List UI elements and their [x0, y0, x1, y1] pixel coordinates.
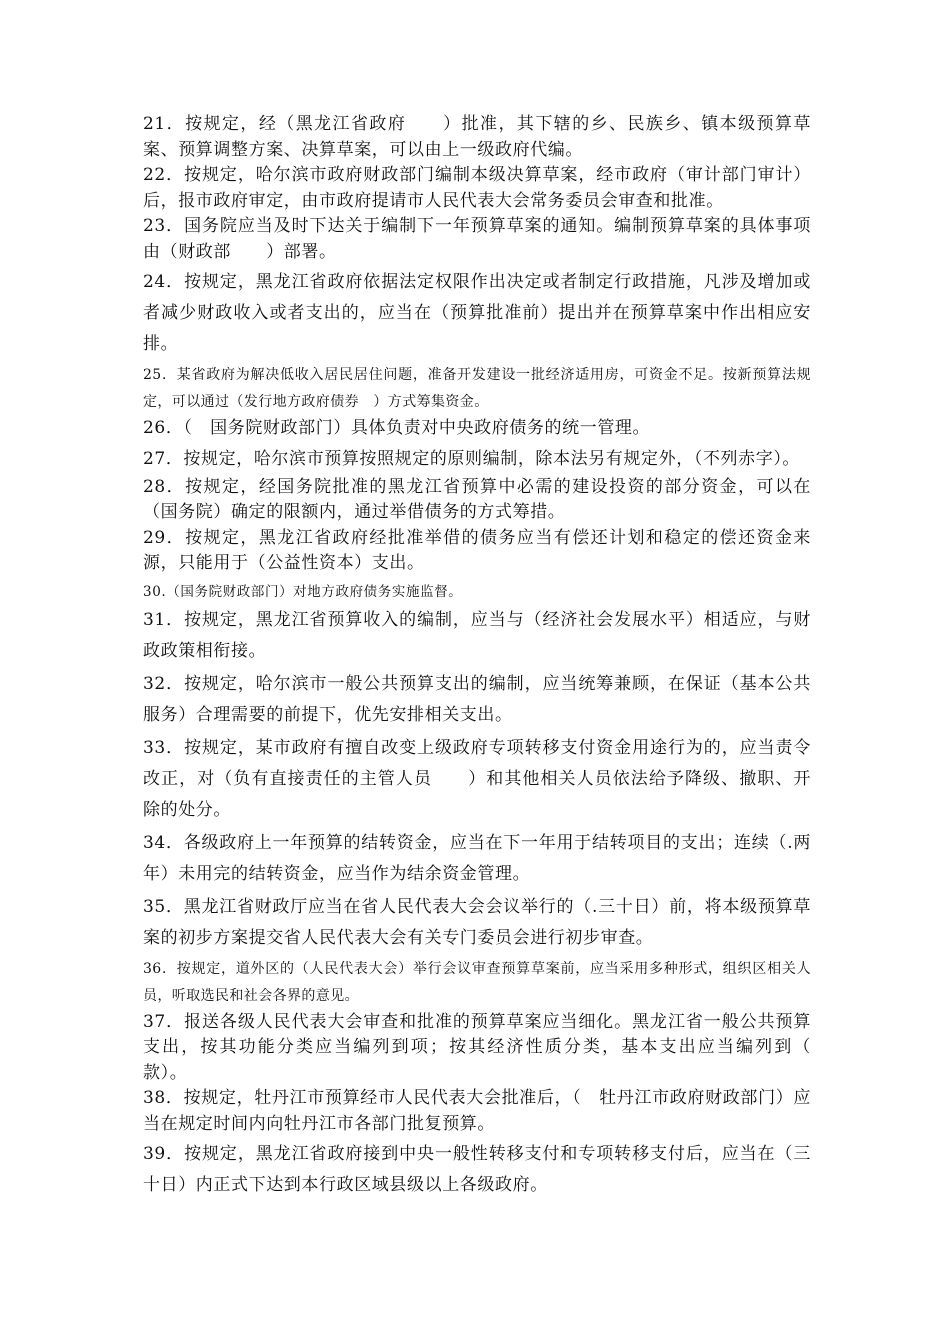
question-28: 28．按规定，经国务院批准的黑龙江省预算中必需的建设投资的部分资金，可以在（国务院）确定的限额内，通过举借债务的方式筹措。	[143, 476, 811, 522]
question-21: 21．按规定，经（黑龙江省政府 ）批准，其下辖的乡、民族乡、镇本级预算草案、预算调整方案、决算草案，可以由上一级政府代编。	[143, 114, 811, 160]
question-26: 26．（ 国务院财政部门）具体负责对中央政府债务的统一管理。	[143, 418, 651, 438]
question-30: 30.（国务院财政部门）对地方政府债务实施监督。	[143, 583, 463, 600]
question-34: 34．各级政府上一年预算的结转资金，应当在下一年用于结转项目的支出；连续（.两年）未用完的结转资金，应当作为结余资金管理。	[143, 832, 811, 884]
question-list	[143, 112, 829, 1201]
question-37: 37．报送各级人民代表大会审查和批准的预算草案应当细化。黑龙江省一般公共预算支出，按其功能分类应当编列到项；按其经济性质分类，基本支出应当编列到（ 款）。	[143, 1011, 829, 1083]
question-22: 22．按规定，哈尔滨市政府财政部门编制本级决算草案，经市政府（审计部门审计）后，报市政府审定，由市政府提请市人民代表大会常务委员会审查和批准。	[143, 165, 811, 211]
question-38: 38．按规定，牡丹江市预算经市人民代表大会批准后，（ 牡丹江市政府财政部门）应当在规定时间内向牡丹江市各部门批复预算。	[143, 1088, 811, 1134]
question-33: 33．按规定，某市政府有擅自改变上级政府专项转移支付资金用途行为的，应当责令改正，对（负有直接责任的主管人员 ）和其他相关人员依法给予降级、撤职、开除的处分。	[143, 737, 811, 820]
question-29: 29．按规定，黑龙江省政府经批准举借的债务应当有偿还计划和稳定的偿还资金来源，只能用于（公益性资本）支出。	[143, 527, 811, 573]
question-23: 23．国务院应当及时下达关于编制下一年预算草案的通知。编制预算草案的具体事项由（财政部 ）部署。	[143, 216, 811, 262]
question-31: 31．按规定，黑龙江省预算收入的编制，应当与（经济社会发展水平）相适应，与财政政策相衔接。	[143, 609, 811, 661]
question-25: 25．某省政府为解决低收入居民居住问题，准备开发建设一批经济适用房，可资金不足。按新预算法规定，可以通过（发行地方政府债券 ）方式筹集资金。	[143, 367, 811, 410]
question-35: 35．黑龙江省财政厅应当在省人民代表大会会议举行的（.三十日）前，将本级预算草案的初步方案提交省人民代表大会有关专门委员会进行初步审查。	[143, 896, 811, 948]
question-27: 27．按规定，哈尔滨市预算按照规定的原则编制，除本法另有规定外，（不列赤字）。	[143, 448, 801, 469]
question-32: 32．按规定，哈尔滨市一般公共预算支出的编制，应当统筹兼顾，在保证（基本公共服务）合理需要的前提下，优先安排相关支出。	[143, 673, 811, 725]
question-24: 24．按规定，黑龙江省政府依据法定权限作出决定或者制定行政措施，凡涉及增加或者减少财政收入或者支出的，应当在（预算批准前）提出并在预算草案中作出相应安排。	[143, 272, 811, 354]
question-36: 36．按规定，道外区的（人民代表大会）举行会议审查预算草案前，应当采用多种形式，组织区相关人员，听取选民和社会各界的意见。	[143, 960, 811, 1004]
question-39: 39．按规定，黑龙江省政府接到中央一般性转移支付和专项转移支付后，应当在（三十日）内正式下达到本行政区域县级以上各级政府。	[143, 1144, 811, 1195]
